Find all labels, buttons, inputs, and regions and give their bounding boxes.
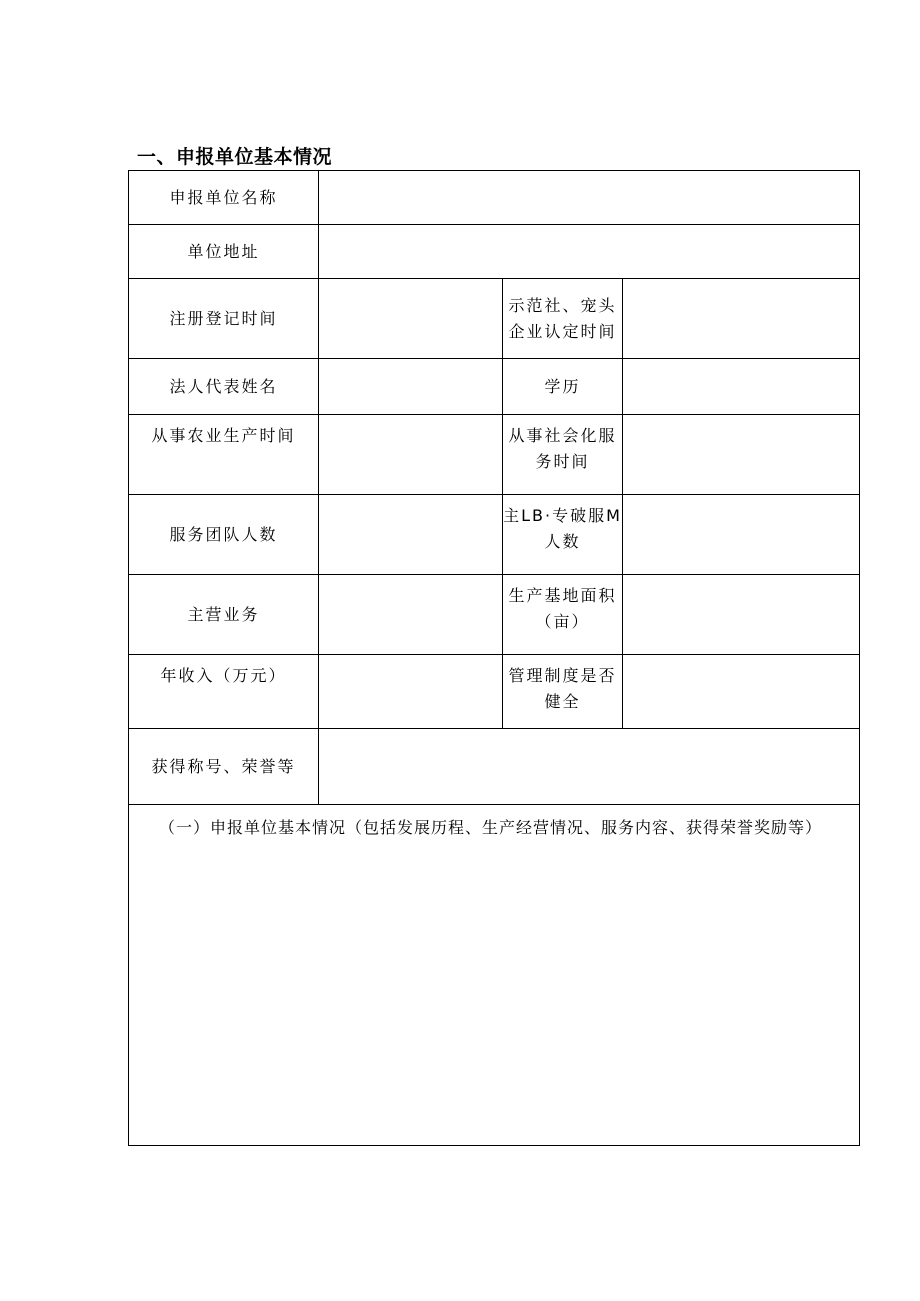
unit-address-label: 单位地址 xyxy=(129,225,319,279)
specialist-count-label: 主LB·专破服M人数 xyxy=(503,495,623,575)
service-time-label: 从事社会化服务时间 xyxy=(503,415,623,495)
certification-time-label: 示范社、宠头企业认定时间 xyxy=(503,279,623,359)
honors-field[interactable] xyxy=(319,729,860,805)
team-size-label: 服务团队人数 xyxy=(129,495,319,575)
management-system-field[interactable] xyxy=(623,655,860,729)
registration-time-field[interactable] xyxy=(319,279,503,359)
row-agri-time xyxy=(129,415,860,495)
annual-income-field[interactable] xyxy=(319,655,503,729)
main-business-field[interactable] xyxy=(319,575,503,655)
basic-info-table xyxy=(128,170,860,1146)
unit-name-label: 申报单位名称 xyxy=(129,171,319,225)
row-unit-address xyxy=(129,225,860,279)
legal-rep-field[interactable] xyxy=(319,359,503,415)
row-annual-income xyxy=(129,655,860,729)
specialist-count-field[interactable] xyxy=(623,495,860,575)
agri-time-label: 从事农业生产时间 xyxy=(129,415,319,495)
row-main-business xyxy=(129,575,860,655)
legal-rep-label: 法人代表姓名 xyxy=(129,359,319,415)
management-system-label: 管理制度是否健全 xyxy=(503,655,623,729)
unit-name-field[interactable] xyxy=(319,171,860,225)
education-label: 学历 xyxy=(503,359,623,415)
section-title: 一、申报单位基本情况 xyxy=(137,146,333,168)
team-size-field[interactable] xyxy=(319,495,503,575)
base-area-label: 生产基地面积（亩） xyxy=(503,575,623,655)
unit-address-field[interactable] xyxy=(319,225,860,279)
registration-time-label: 注册登记时间 xyxy=(129,279,319,359)
row-team-size xyxy=(129,495,860,575)
education-field[interactable] xyxy=(623,359,860,415)
row-registration xyxy=(129,279,860,359)
row-legal-rep xyxy=(129,359,860,415)
main-business-label: 主营业务 xyxy=(129,575,319,655)
service-time-field[interactable] xyxy=(623,415,860,495)
annual-income-label: 年收入（万元） xyxy=(129,655,319,729)
honors-label: 获得称号、荣誉等 xyxy=(129,729,319,805)
row-honors xyxy=(129,729,860,805)
row-narrative xyxy=(129,805,860,1146)
agri-time-field[interactable] xyxy=(319,415,503,495)
certification-time-field[interactable] xyxy=(623,279,860,359)
row-unit-name xyxy=(129,171,860,225)
narrative-area[interactable]: （一）申报单位基本情况（包括发展历程、生产经营情况、服务内容、获得荣誉奖励等） xyxy=(129,805,860,1146)
base-area-field[interactable] xyxy=(623,575,860,655)
